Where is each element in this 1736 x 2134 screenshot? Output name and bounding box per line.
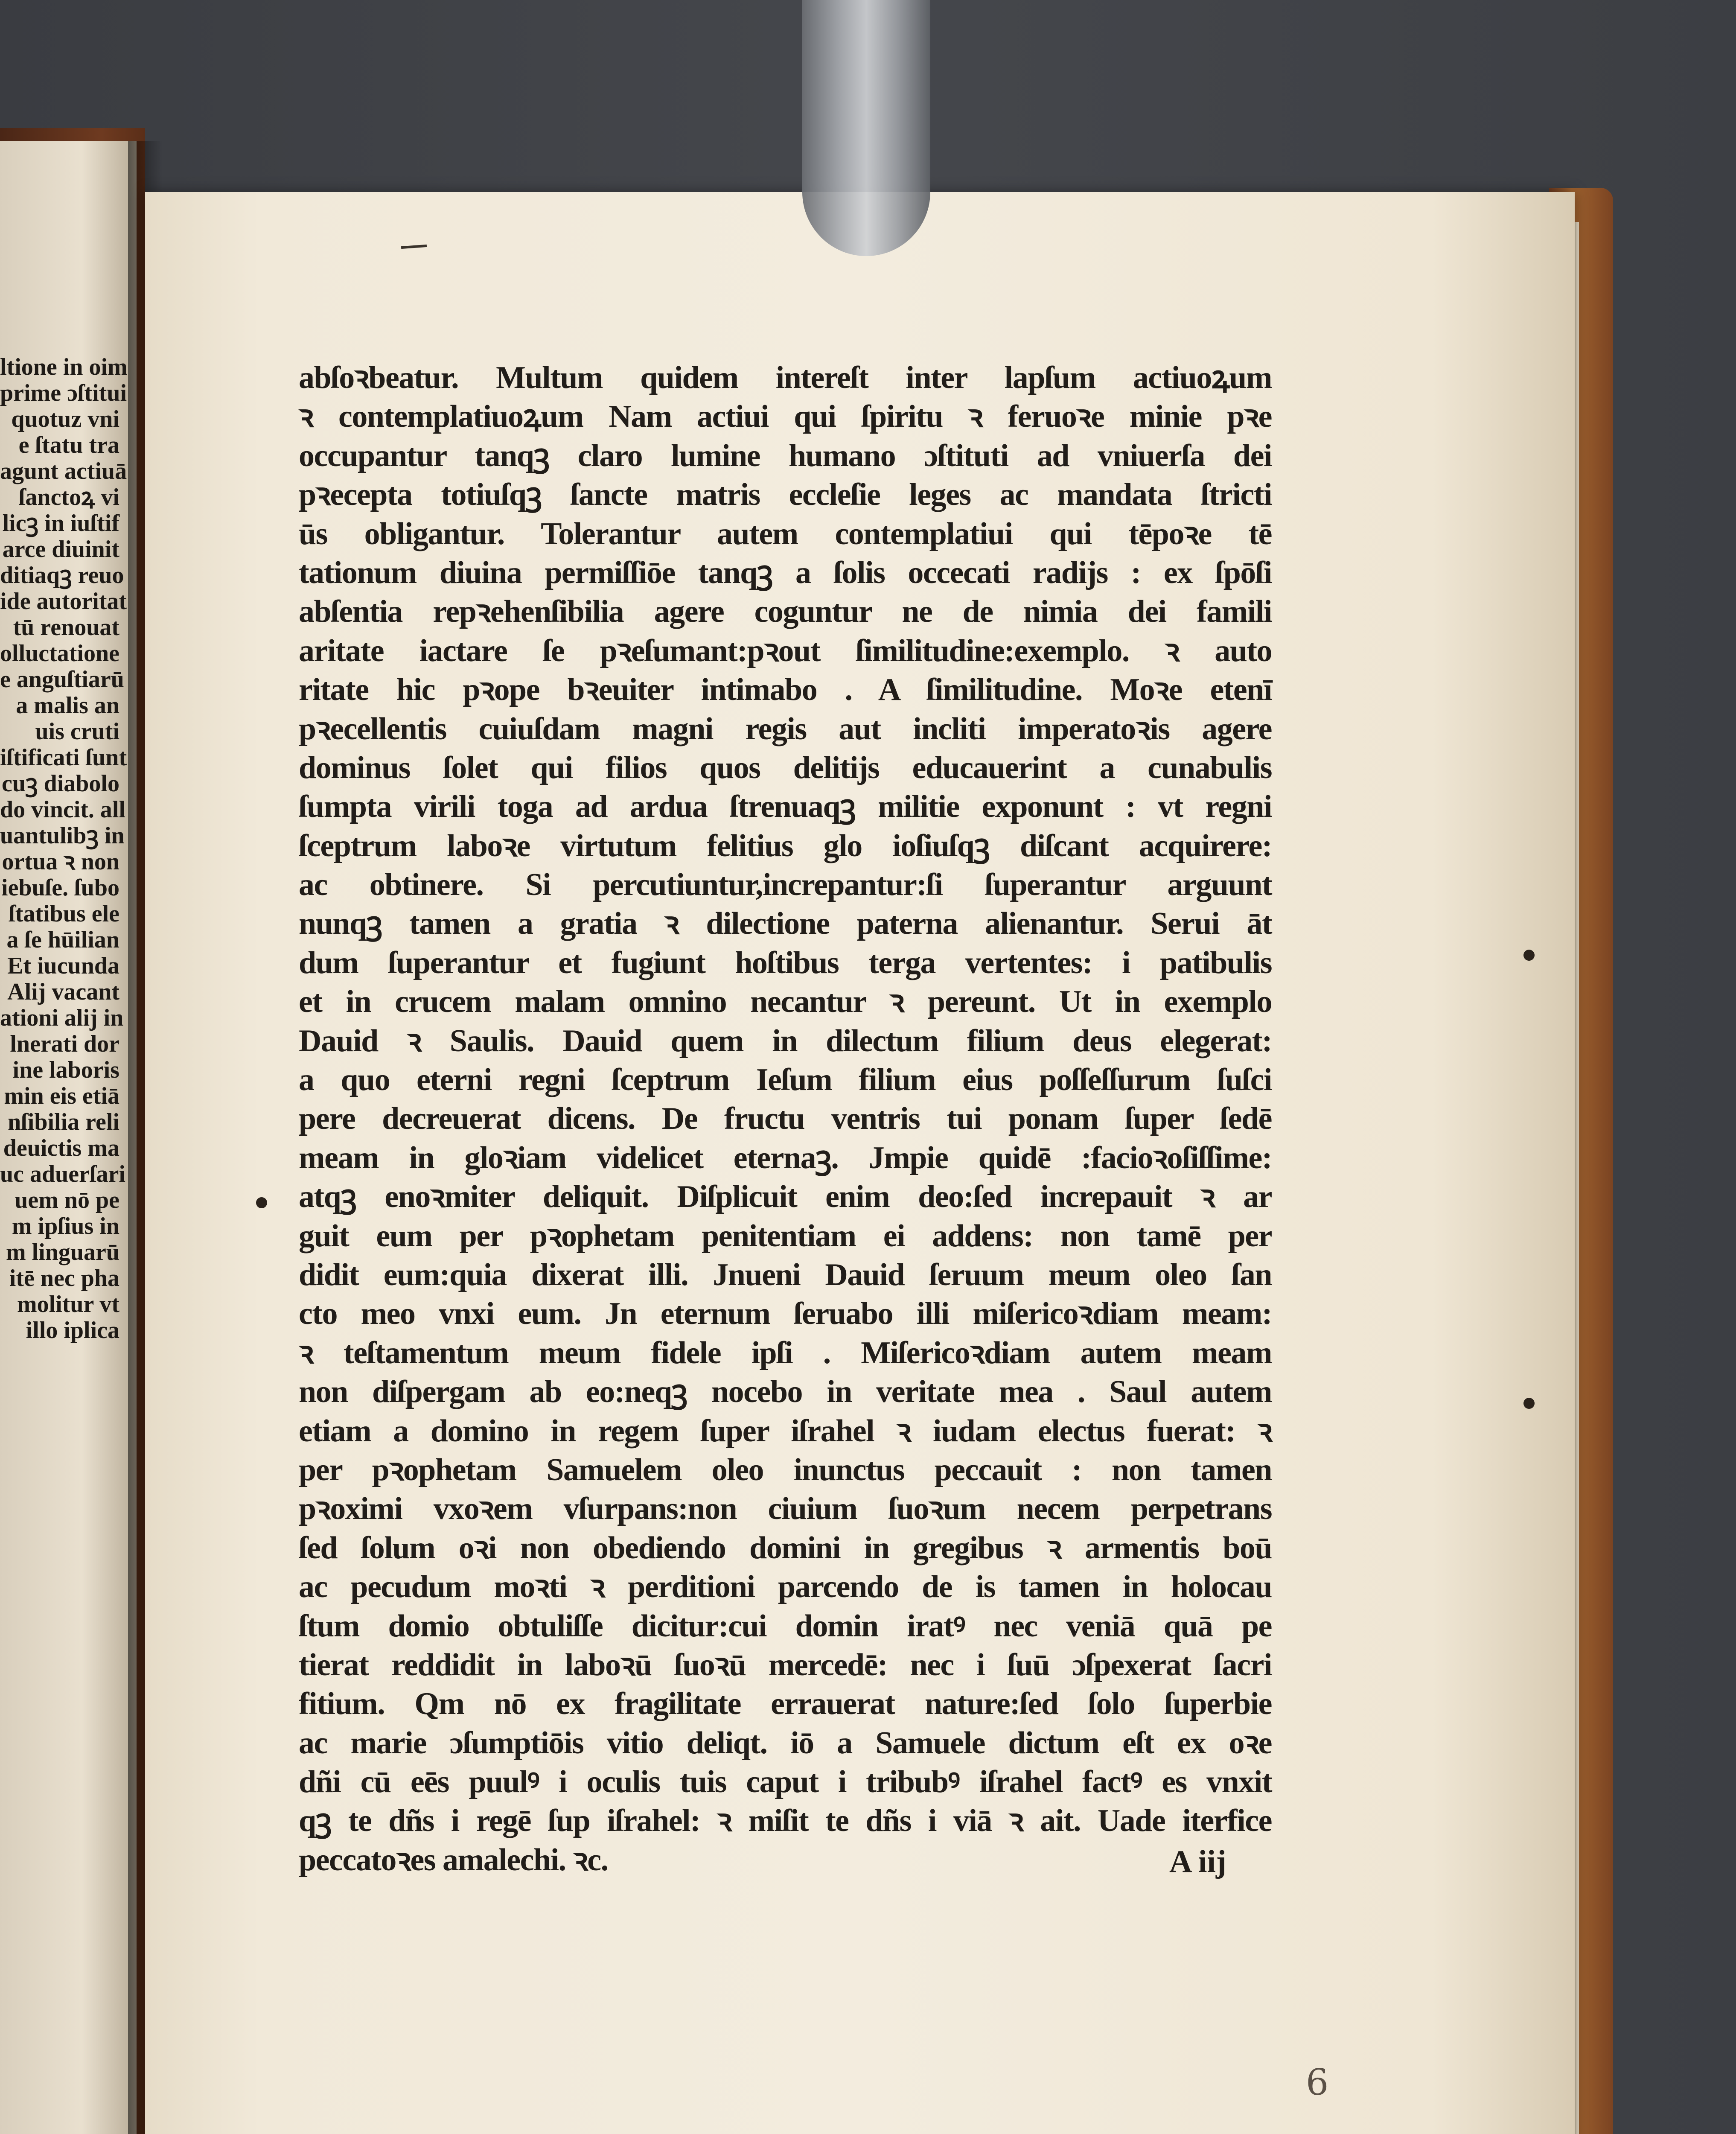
- text-line: et in crucem malam omnino necantur ꝛ pereunt. Ut in exemplo: [299, 984, 1272, 1020]
- left-page-line: iſtificati ſunt: [0, 744, 127, 771]
- left-page-line: licꝫ in iuſtif: [2, 510, 119, 536]
- text-line: didit eum:quia dixerat illi. Jnueni Dauid ſeruum meum oleo ſan: [299, 1257, 1272, 1292]
- text-line: fitium. Qm nō ex fragilitate errauerat nature:ſed ſolo ſuperbie: [299, 1686, 1272, 1722]
- text-line: ritate hic pꝛope bꝛeuiter intimabo . A ſimilitudine. Moꝛe etenī: [299, 672, 1272, 708]
- text-line: a quo eterni regni ſceptrum Ieſum filium eius poſſeſſurum ſuſci: [299, 1062, 1272, 1098]
- text-line: cto meo vnxi eum. Jn eternum ſeruabo illi miſericoꝛdiam meam:: [299, 1296, 1272, 1332]
- left-page-line: ine laboris: [12, 1057, 119, 1083]
- left-page-line: a ſe hūilian: [6, 927, 119, 953]
- left-page-line: illo iplica: [26, 1317, 119, 1344]
- left-page-line: e anguſtiarū: [0, 666, 124, 693]
- left-page-line: ationi alij in: [0, 1005, 124, 1031]
- text-line: Dauid ꝛ Saulis. Dauid quem in dilectum filium deus elegerat:: [299, 1023, 1272, 1058]
- text-line: ac obtinere. Si percutiuntur,increpantur:ſi ſuperantur arguunt: [299, 867, 1272, 903]
- left-page-line: do vincit. all: [0, 796, 126, 823]
- left-page-line: prime ɔſtitui: [0, 380, 127, 406]
- left-page-line: ide autoritat: [0, 588, 127, 615]
- left-page-text: [0, 354, 137, 1344]
- left-page-line: quotuz vni: [11, 406, 119, 432]
- left-page-line: arce diuinit: [2, 536, 119, 563]
- text-line: abſentia repꝛehenſibilia agere coguntur ne de nimia dei famili: [299, 594, 1272, 630]
- text-line: pꝛoximi vxoꝛem vſurpans:non ciuium ſuoꝛum necem perpetrans: [299, 1491, 1272, 1527]
- text-line: occupantur tanqꝫ claro lumine humano ɔſtituti ad vniuerſa dei: [299, 438, 1272, 473]
- left-page-line: Alij vacant: [7, 979, 119, 1005]
- left-page-line: cuꝫ diabolo: [1, 770, 119, 797]
- left-page-line: Et iucunda: [7, 953, 119, 979]
- left-page-line: m ipſius in: [12, 1213, 119, 1239]
- folio-number: 6: [1306, 2061, 1329, 2103]
- left-page-line: a malis an: [16, 692, 119, 719]
- text-line: ac pecudum moꝛti ꝛ perditioni parcendo de is tamen in holocau: [299, 1569, 1272, 1605]
- text-line: dum ſuperantur et fugiunt hoſtibus terga vertentes: i patibulis: [299, 945, 1272, 980]
- text-line: pꝛecellentis cuiuſdam magni regis aut incliti imperatoꝛis agere: [299, 711, 1272, 746]
- text-line: nunqꝫ tamen a gratia ꝛ dilectione paterna alienantur. Serui āt: [299, 906, 1272, 942]
- text-line: etiam a domino in regem ſuper iſrahel ꝛ iudam electus fuerat: ꝛ: [299, 1413, 1272, 1449]
- text-line: ꝛ contemplatiuoꝝum Nam actiui qui ſpiritu ꝛ feruoꝛe minie pꝛe: [299, 399, 1272, 434]
- text-line: guit eum per pꝛophetam penitentiam ei addens: non tamē per: [299, 1218, 1272, 1254]
- left-page-line: ſtatibus ele: [9, 901, 119, 927]
- text-line: per pꝛophetam Samuelem oleo inunctus peccauit : non tamen: [299, 1452, 1272, 1487]
- text-line: meam in gloꝛiam videlicet eternaꝫ. Jmpie quidē :facioꝛoſiſſime:: [299, 1140, 1272, 1175]
- text-line: non diſpergam ab eo:neqꝫ nocebo in veritate mea . Saul autem: [299, 1374, 1272, 1410]
- text-line: qꝫ te dñs i regē ſup iſrahel: ꝛ miſit te dñs i viā ꝛ ait. Uade iterfice: [299, 1803, 1272, 1839]
- left-page-line: m linguarū: [6, 1239, 119, 1265]
- text-line: ſumpta virili toga ad ardua ſtrenuaqꝫ militie exponunt : vt regni: [299, 789, 1272, 825]
- text-line: ſceptrum laboꝛe virtutum felitius glo ioſiuſqꝫ diſcant acquirere:: [299, 828, 1272, 863]
- text-line: ūs obligantur. Tolerantur autem contemplatiui qui tēpoꝛe tē: [299, 516, 1272, 551]
- text-line: tationum diuina permiſſiōe tanqꝫ a ſolis occecati radijs : ex ſpōſi: [299, 555, 1272, 590]
- left-page: [0, 141, 137, 2134]
- text-line: ac marie ɔſumptiōis vitio deliqt. iō a Samuele dictum eſt ex oꝛe: [299, 1725, 1272, 1761]
- left-page-line: molitur vt: [17, 1291, 119, 1318]
- left-page-line: ortua ꝛ non: [2, 848, 119, 875]
- left-page-line: ſanctoꝝ vi: [18, 484, 119, 510]
- text-line: tierat reddidit in laboꝛū ſuoꝛū mercedē: nec i ſuū ɔſpexerat ſacri: [299, 1647, 1272, 1682]
- left-page-line: itē nec pha: [9, 1265, 119, 1291]
- text-line: pere decreuerat dicens. De fructu ventris tui ponam ſuper ſedē: [299, 1101, 1272, 1137]
- margin-dot: [1523, 1398, 1535, 1409]
- left-page-line: uc aduerſari: [0, 1161, 125, 1187]
- left-page-line: nſibilia reli: [8, 1109, 119, 1135]
- left-page-line: uantulibꝫ in: [0, 822, 125, 849]
- left-page-line: iebuſe. ſubo: [1, 875, 119, 901]
- left-page-line: tū renouat: [13, 614, 119, 641]
- signature-mark: A iij: [1169, 1844, 1226, 1879]
- left-page-line: lnerati dor: [10, 1031, 119, 1057]
- left-page-line: min eis etiā: [4, 1083, 119, 1109]
- left-page-line: uis cruti: [35, 718, 119, 745]
- text-line: dominus ſolet qui filios quos delitijs educauerint a cunabulis: [299, 750, 1272, 785]
- text-line: pꝛecepta totiuſqꝫ ſancte matris eccleſie leges ac mandata ſtricti: [299, 477, 1272, 513]
- left-page-line: deuictis ma: [3, 1135, 119, 1161]
- text-line: ſed ſolum oꝛi non obediendo domini in gregibus ꝛ armentis boū: [299, 1530, 1272, 1566]
- margin-dot: [1523, 950, 1535, 961]
- left-page-line: uem nō pe: [15, 1187, 119, 1213]
- book-clip-top: [802, 0, 930, 256]
- margin-dot: [256, 1197, 267, 1208]
- main-text-block: [299, 359, 1272, 1880]
- text-line: abſoꝛbeatur. Multum quidem intereſt inter lapſum actiuoꝝum: [299, 360, 1272, 395]
- text-line: ꝛ teſtamentum meum fidele ipſi . Miſericoꝛdiam autem meam: [299, 1335, 1272, 1370]
- text-line: peccatoꝛes amalechi. ꝛc.: [299, 1842, 608, 1877]
- left-page-line: ltione in oim: [0, 354, 128, 380]
- left-page-line: ditiaqꝫ reuo: [0, 562, 124, 589]
- text-line: atqꝫ enoꝛmiter deliquit. Diſplicuit enim deo:ſed increpauit ꝛ ar: [299, 1179, 1272, 1215]
- text-line: ſtum domio obtuliſſe dicitur:cui domin iratꝰ nec veniā quā pe: [299, 1608, 1272, 1644]
- left-page-line: olluctatione: [0, 640, 119, 667]
- text-line: dñi cū eēs puulꝰ i oculis tuis caput i tribubꝰ iſrahel factꝰ es vnxit: [299, 1764, 1272, 1800]
- left-page-line: agunt actiuā: [0, 458, 127, 484]
- text-line: aritate iactare ſe pꝛeſumant:pꝛout ſimilitudine:exemplo. ꝛ auto: [299, 633, 1272, 668]
- left-page-line: e ſtatu tra: [18, 432, 119, 458]
